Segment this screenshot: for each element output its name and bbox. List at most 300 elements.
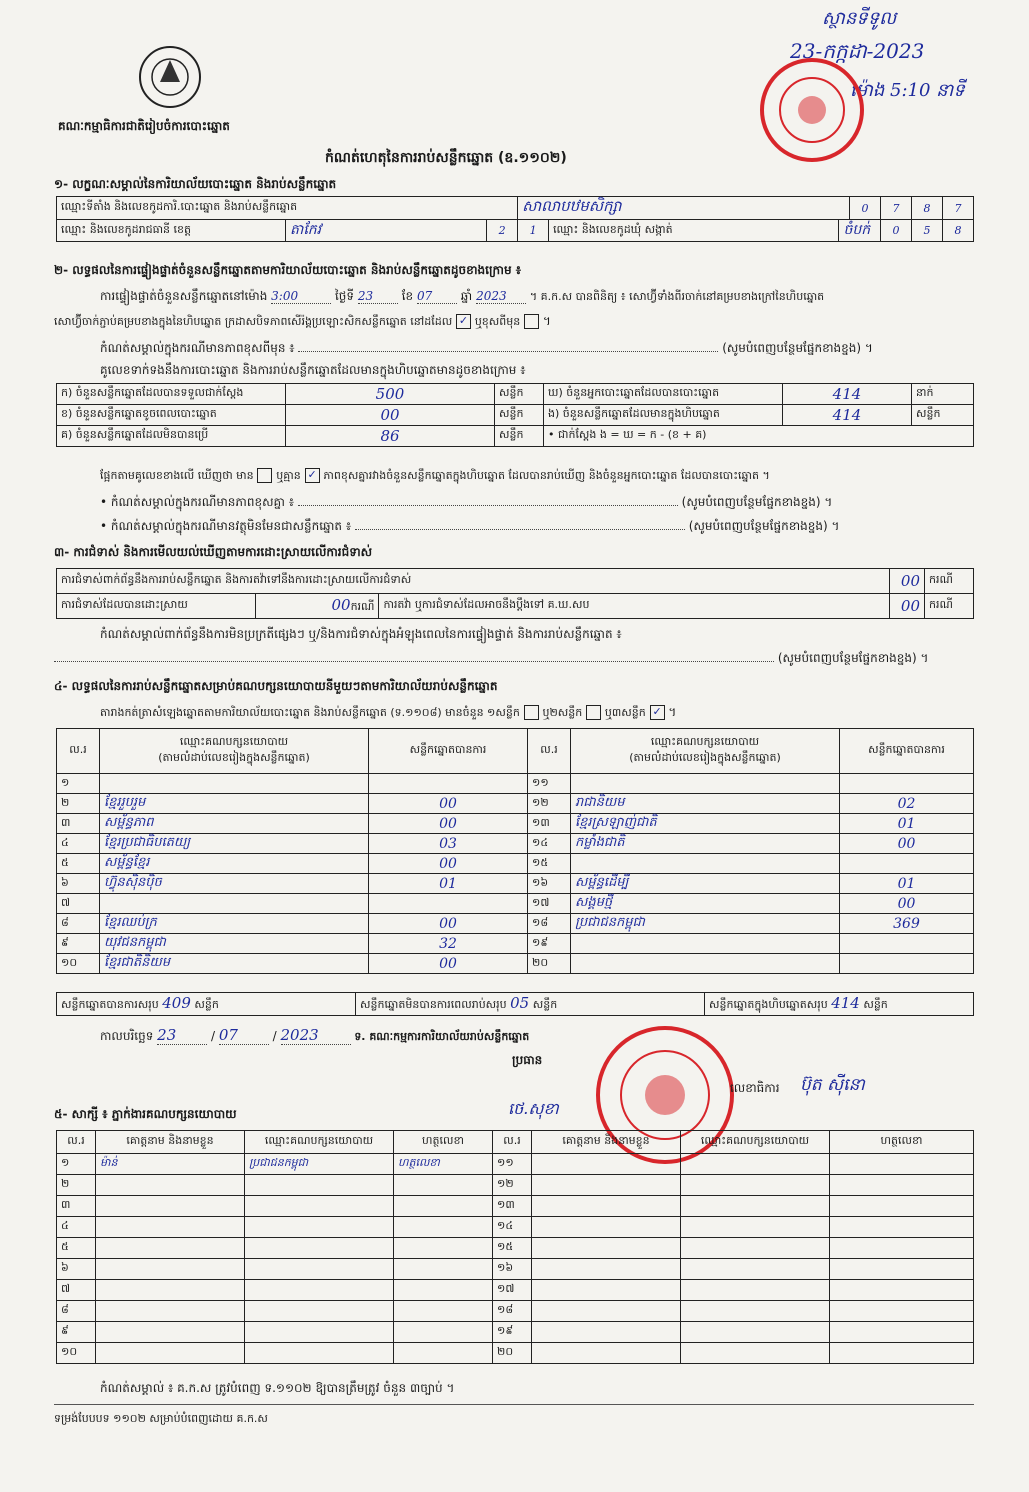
discrepancy-note-field[interactable] xyxy=(298,505,678,506)
result-no: ១៣ xyxy=(528,814,571,834)
valid-total-value: 409 xyxy=(162,994,191,1012)
in-box-label: ង) ចំនួនសន្លឹកឆ្នោតដែលមានក្នុងហិបឆ្នោត xyxy=(544,405,783,426)
witness-signature[interactable] xyxy=(830,1259,974,1280)
witness-no: ១ xyxy=(57,1154,96,1175)
witness-row xyxy=(57,1154,974,1175)
witness-signature[interactable]: ហត្ថលេខា xyxy=(394,1154,493,1175)
witness-party xyxy=(681,1238,830,1259)
witness-party xyxy=(245,1322,394,1343)
date-day: 23 xyxy=(157,1026,207,1045)
result-votes xyxy=(369,774,528,794)
valid-total-label xyxy=(57,993,356,1016)
witness-party xyxy=(245,1343,394,1364)
col-party xyxy=(100,729,369,774)
witness-no: ១៥ xyxy=(493,1238,532,1259)
witness-row xyxy=(57,1322,974,1343)
w-col-no-2: ល.រ xyxy=(493,1131,532,1154)
discrepancy-note-label: • កំណត់សម្គាល់ក្នុងករណីមានភាពខុសគ្នា ៖ xyxy=(100,495,295,509)
witness-row xyxy=(57,1259,974,1280)
witness-no: ១៧ xyxy=(493,1280,532,1301)
witness-party xyxy=(681,1196,830,1217)
invalid-total-unit: សន្លឹក xyxy=(532,998,558,1011)
result-votes: 00 xyxy=(840,894,974,914)
result-row xyxy=(57,894,974,914)
witness-party xyxy=(245,1238,394,1259)
section-4-heading: ៤- លទ្ធផលនៃការរាប់សន្លឹកឆ្នោតសម្រាប់គណបក្សនយោបាយនីមួយៗតាមការិយាល័យរាប់សន្លឹកឆ្នោត xyxy=(54,679,498,693)
witness-party xyxy=(681,1154,830,1175)
discrepancy-line xyxy=(100,468,980,485)
witness-party xyxy=(681,1280,830,1301)
witness-name xyxy=(96,1217,245,1238)
witness-no: ៥ xyxy=(57,1238,96,1259)
witness-party xyxy=(245,1175,394,1196)
witness-name xyxy=(96,1175,245,1196)
spoiled-unit: សន្លឹក xyxy=(495,405,544,426)
witness-name: ម៉ាន់ xyxy=(96,1154,245,1175)
witness-name xyxy=(96,1280,245,1301)
witness-signature[interactable] xyxy=(830,1217,974,1238)
period-2: ។ xyxy=(668,705,677,719)
witness-note: កំណត់សម្គាល់ ៖ គ.ក.ស ត្រូវបំពេញ ទ.១១០២ ឱ្យបានត្រឹមត្រូវ ចំនួន ៣ច្បាប់ ។ xyxy=(100,1381,455,1395)
result-party: ខ្មែរប្រជាធិបតេយ្យ xyxy=(100,834,369,854)
period: ។ xyxy=(542,314,551,328)
witness-party xyxy=(245,1259,394,1280)
seal-text: សោហ្វ៊ីចាក់ភ្ជាប់គម្របខាងក្នុងនៃហិបឆ្នោត ក្រដាសបិទភាពសើរ៉ង្គប្រឡោះសិកសន្លឹកឆ្នោត នៅដដែល xyxy=(54,315,453,328)
result-votes: 01 xyxy=(840,874,974,894)
witness-row xyxy=(57,1238,974,1259)
emblem-icon xyxy=(132,42,208,112)
witness-name xyxy=(96,1238,245,1259)
two-sheets-checkbox[interactable] xyxy=(586,705,601,720)
result-votes: 369 xyxy=(840,914,974,934)
witness-table xyxy=(56,1130,974,1364)
difference-note-line xyxy=(100,340,980,358)
col-party-title-2: ឈ្មោះគណបក្សនយោបាយ xyxy=(650,735,760,748)
result-party xyxy=(571,934,840,954)
verification-time: 3:00 xyxy=(271,289,331,304)
result-row xyxy=(57,954,974,974)
w-col-sig-2: ហត្ថលេខា xyxy=(830,1131,974,1154)
witness-no: ៤ xyxy=(57,1217,96,1238)
date-label: កាលបរិច្ឆេទ xyxy=(100,1029,154,1043)
changed-label: ឬខុសពីមុន xyxy=(474,315,521,328)
changed-checkbox[interactable] xyxy=(524,314,539,329)
committee-label: ទ. គណៈកម្មការការិយាល័យរាប់សន្លឹកឆ្នោត xyxy=(354,1030,530,1043)
result-no: ៤ xyxy=(57,834,100,854)
witness-signature[interactable] xyxy=(830,1301,974,1322)
witness-row xyxy=(57,1280,974,1301)
commune-code-3: 8 xyxy=(943,220,974,242)
col-party-title: ឈ្មោះគណបក្សនយោបាយ xyxy=(179,735,289,748)
has-discrepancy-checkbox[interactable] xyxy=(257,468,272,483)
witness-party xyxy=(681,1301,830,1322)
valid-total-unit: សន្លឹក xyxy=(194,998,219,1011)
resolved-number: 00 xyxy=(331,596,351,614)
difference-note-label: កំណត់សម្គាល់ក្នុងករណីមានភាពខុសពីមុន ៖ xyxy=(100,341,295,355)
result-no: ៦ xyxy=(57,874,100,894)
no-discrepancy-checkbox[interactable]: ✓ xyxy=(305,468,320,483)
col-no-2: ល.រ xyxy=(528,729,571,774)
year-label: ឆ្នាំ xyxy=(460,289,473,303)
witness-signature[interactable] xyxy=(830,1154,974,1175)
appeal-label: ការតវ៉ា ឬការជំទាស់ដែលអាចនឹងប្តឹងទៅ គ.ឃ.សប xyxy=(379,594,890,619)
back-note-2: (សូមបំពេញបន្ថែមផ្នែកខាងខ្នង) ។ xyxy=(681,495,833,509)
result-votes: 02 xyxy=(840,794,974,814)
verification-day: 23 xyxy=(358,289,398,304)
section-2-heading: ២- លទ្ធផលនៃការផ្ទៀងផ្ទាត់ចំនួនសន្លឹកឆ្នោតតាមការិយាល័យបោះឆ្នោត និងរាប់សន្លឹកឆ្នោតដូចខាងក្រោម ៖ xyxy=(54,263,522,277)
received-value: 500 xyxy=(286,384,495,405)
result-row xyxy=(57,934,974,954)
commune-label: ឈ្មោះ និងលេខកូដឃុំ សង្កាត់ xyxy=(549,220,839,242)
witness-name xyxy=(96,1343,245,1364)
witness-name xyxy=(532,1238,681,1259)
result-votes: 01 xyxy=(840,814,974,834)
result-party: សម្ព័ន្ធខ្មែរ xyxy=(100,854,369,874)
three-sheets-label: ឬ៣សន្លឹក xyxy=(604,706,646,719)
complaints-label: ការជំទាស់ពាក់ព័ន្ធនឹងការរាប់សន្លឹកឆ្នោត និងការតវ៉ាទៅនឹងការដោះស្រាយលើការជំទាស់ xyxy=(57,569,890,594)
result-votes: 00 xyxy=(840,834,974,854)
irregularity-line[interactable] xyxy=(54,661,774,662)
witness-name xyxy=(96,1301,245,1322)
received-unit: សន្លឹក xyxy=(495,384,544,405)
witness-party xyxy=(245,1196,394,1217)
result-party: ខ្មែរស្រឡាញ់ជាតិ xyxy=(571,814,840,834)
secretary-label: លេខាធិការ xyxy=(730,1081,780,1095)
station-label: ឈ្មោះទីតាំង និងលេខកូដការិ.បោះឆ្នោត និងរាប់សន្លឹកឆ្នោត xyxy=(57,197,518,220)
same-checkbox[interactable]: ✓ xyxy=(456,314,471,329)
complaints-value: 00 xyxy=(890,569,925,594)
two-sheets-label: ឬ២សន្លឹក xyxy=(542,706,583,719)
witness-signature[interactable] xyxy=(394,1259,493,1280)
footer-rule xyxy=(54,1404,974,1405)
station-info-table xyxy=(56,196,974,242)
back-note-4: (សូមបំពេញបន្ថែមផ្នែកខាងខ្នង) ។ xyxy=(777,651,929,665)
col-no: ល.រ xyxy=(57,729,100,774)
witness-party: ប្រជាជនកម្ពុជា xyxy=(245,1154,394,1175)
result-no: ៧ xyxy=(57,894,100,914)
witness-signature[interactable] xyxy=(394,1280,493,1301)
result-party: ហ៊្វុនស៊ិនប៉ិច xyxy=(100,874,369,894)
verification-line-2 xyxy=(54,313,974,331)
spoiled-value: 00 xyxy=(286,405,495,426)
witness-party xyxy=(245,1301,394,1322)
witness-row xyxy=(57,1217,974,1238)
verification-year: 2023 xyxy=(476,289,526,304)
box-total-unit: សន្លឹក xyxy=(863,998,888,1011)
result-row xyxy=(57,794,974,814)
result-party xyxy=(571,774,840,794)
resolved-value xyxy=(256,594,379,619)
result-no: ១១ xyxy=(528,774,571,794)
witness-no: ១១ xyxy=(493,1154,532,1175)
result-party xyxy=(571,854,840,874)
sheets-line xyxy=(100,704,980,722)
witness-signature[interactable] xyxy=(394,1217,493,1238)
section-5-heading: ៥- សាក្សី ៖ ភ្នាក់ងារគណបក្សនយោបាយ xyxy=(54,1107,237,1121)
province-code-2: 1 xyxy=(518,220,549,242)
org-name: គណៈកម្មាធិការជាតិរៀបចំការបោះឆ្នោត xyxy=(58,119,230,133)
witness-name xyxy=(96,1322,245,1343)
chair-signature: ថេ.សុខា xyxy=(508,1099,559,1118)
witness-name xyxy=(532,1259,681,1280)
witness-no: ៦ xyxy=(57,1259,96,1280)
witness-signature[interactable] xyxy=(830,1322,974,1343)
footer-text: ទម្រង់បែបបទ ១១០២ សម្រាប់បំពេញដោយ គ.ក.ស xyxy=(54,1412,268,1425)
verification-line-1 xyxy=(100,288,980,306)
foreign-object-note xyxy=(100,518,980,536)
witness-party xyxy=(245,1217,394,1238)
commune-code-2: 5 xyxy=(912,220,943,242)
result-party xyxy=(571,954,840,974)
page-title: កំណត់ហេតុនៃការរាប់សន្លឹកឆ្នោត (ឧ.១១០២) xyxy=(325,150,567,166)
discrepancy-label: ផ្អែកតាមគូលេខខាងលើ ឃើញថា មាន xyxy=(100,469,254,482)
commune-name: ចំបក់ xyxy=(839,220,881,242)
witness-name xyxy=(532,1154,681,1175)
resolved-label: ការជំទាស់ដែលបានដោះស្រាយ xyxy=(57,594,256,619)
appeal-value: 00 xyxy=(890,594,925,619)
witness-no: ១៤ xyxy=(493,1217,532,1238)
result-party: ខ្មែររួបរួម xyxy=(100,794,369,814)
numbers-table xyxy=(56,383,974,447)
result-no: ១៧ xyxy=(528,894,571,914)
result-row xyxy=(57,774,974,794)
three-sheets-checkbox[interactable]: ✓ xyxy=(650,705,665,720)
result-no: ៣ xyxy=(57,814,100,834)
result-party xyxy=(100,774,369,794)
result-votes: 00 xyxy=(369,854,528,874)
witness-signature[interactable] xyxy=(394,1322,493,1343)
unused-unit: សន្លឹក xyxy=(495,426,544,447)
w-col-party-2: ឈ្មោះគណបក្សនយោបាយ xyxy=(681,1131,830,1154)
result-votes: 00 xyxy=(369,914,528,934)
back-note-3: (សូមបំពេញបន្ថែមផ្នែកខាងខ្នង) ។ xyxy=(688,519,840,533)
result-row xyxy=(57,814,974,834)
date-month: 07 xyxy=(219,1026,269,1045)
witness-no: ១៣ xyxy=(493,1196,532,1217)
result-party: យុវជនកម្ពុជា xyxy=(100,934,369,954)
witness-row xyxy=(57,1343,974,1364)
witness-no: ២ xyxy=(57,1175,96,1196)
results-totals xyxy=(56,992,974,1016)
witness-signature[interactable] xyxy=(830,1343,974,1364)
verification-month: 07 xyxy=(417,289,457,304)
col-votes: សន្លឹកឆ្នោតបានការ xyxy=(369,729,528,774)
section-1-heading: ១- លក្ខណៈសម្គាល់នៃការិយាល័យបោះឆ្នោត និងរាប់សន្លឹកឆ្នោត xyxy=(54,177,337,191)
section-3-heading: ៣- ការជំទាស់ និងការមើលយល់ឃើញតាមការដោះស្រាយលើការជំទាស់ xyxy=(54,545,373,559)
witness-name xyxy=(532,1217,681,1238)
difference-note-field[interactable] xyxy=(298,351,718,352)
witness-signature[interactable] xyxy=(830,1238,974,1259)
date-line: កាលបរិច្ឆេទ 23 / 07 / 2023 ទ. គណៈកម្មការការិយាល័យរាប់សន្លឹកឆ្នោត xyxy=(100,1026,530,1044)
sheets-label: តារាងកត់ត្រាសំឡេងឆ្នោតតាមការិយាល័យបោះឆ្នោត និងរាប់សន្លឹកឆ្នោត (ទ.១១០៨) មានចំនួន ១សន្លឹក xyxy=(100,706,520,719)
result-votes xyxy=(369,894,528,914)
result-party: សម្ព័ន្ធភាព xyxy=(100,814,369,834)
result-no: ១៦ xyxy=(528,874,571,894)
witness-name xyxy=(532,1196,681,1217)
result-no: ១៨ xyxy=(528,914,571,934)
col-party-sub-2: (តាមលំដាប់លេខរៀងក្នុងសន្លឹកឆ្នោត) xyxy=(629,751,781,764)
witness-no: ៧ xyxy=(57,1280,96,1301)
witness-no: ១៩ xyxy=(493,1322,532,1343)
no-discrepancy-label: ឬគ្មាន xyxy=(276,469,301,482)
witness-no: ១៨ xyxy=(493,1301,532,1322)
witness-name xyxy=(532,1343,681,1364)
complaints-table xyxy=(56,568,974,619)
result-no: ១៥ xyxy=(528,854,571,874)
station-name: សាលាបឋមសិក្សា xyxy=(518,197,850,220)
w-col-name: គោត្តនាម និងនាមខ្លួន xyxy=(96,1131,245,1154)
province-code-1: 2 xyxy=(487,220,518,242)
witness-no: ១៦ xyxy=(493,1259,532,1280)
witness-name xyxy=(532,1322,681,1343)
result-party xyxy=(100,894,369,914)
voters-unit: នាក់ xyxy=(912,384,974,405)
valid-total-text: សន្លឹកឆ្នោតបានការសរុប xyxy=(61,998,159,1011)
witness-signature[interactable] xyxy=(830,1280,974,1301)
witness-party xyxy=(681,1259,830,1280)
result-party: ប្រជាជនកម្ពុជា xyxy=(571,914,840,934)
irregularity-field[interactable] xyxy=(54,650,974,668)
spoiled-label: ខ) ចំនួនសន្លឹកឆ្នោតខូចពេលបោះឆ្នោត xyxy=(57,405,286,426)
in-box-unit: សន្លឹក xyxy=(912,405,974,426)
result-no: ២ xyxy=(57,794,100,814)
witness-name xyxy=(96,1259,245,1280)
col-votes-2: សន្លឹកឆ្នោតបានការ xyxy=(840,729,974,774)
discrepancy-note xyxy=(100,494,980,512)
result-row xyxy=(57,914,974,934)
result-votes: 03 xyxy=(369,834,528,854)
result-no: ១០ xyxy=(57,954,100,974)
result-party: ខ្មែរជាតិនិយម xyxy=(100,954,369,974)
date-year: 2023 xyxy=(281,1026,351,1045)
invalid-total-label xyxy=(356,993,705,1016)
result-votes xyxy=(840,854,974,874)
result-votes xyxy=(840,954,974,974)
numbers-intro: គូលេខទាក់ទងនឹងការបោះឆ្នោត និងការរាប់សន្លឹកឆ្នោតដែលមានក្នុងហិបឆ្នោតមានដូចខាងក្រោម ៖ xyxy=(100,363,526,377)
witness-signature[interactable] xyxy=(394,1343,493,1364)
province-label: ឈ្មោះ និងលេខកូដរាជធានី ខេត្ត xyxy=(57,220,286,242)
witness-name xyxy=(532,1301,681,1322)
irregularity-note: កំណត់សម្គាល់ពាក់ព័ន្ធនឹងការមិនប្រក្រតីផ្សេងៗ ឬ/និងការជំទាស់ក្នុងអំឡុងពេលនៃការផ្ទៀងផ្ទាត់ និងការរាប់សន្លឹកឆ្នោត ៖ xyxy=(100,627,622,641)
voters-label: ឃ) ចំនួនអ្នកបោះឆ្នោតដែលបានបោះឆ្នោត xyxy=(544,384,783,405)
witness-no: ១២ xyxy=(493,1175,532,1196)
voters-value: 414 xyxy=(783,384,912,405)
complaints-unit: ករណី xyxy=(925,569,974,594)
verification-text: ការផ្ទៀងផ្ទាត់ចំនួនសន្លឹកឆ្នោតនៅម៉ោង xyxy=(100,289,268,303)
witness-name xyxy=(96,1196,245,1217)
witness-no: ៩ xyxy=(57,1322,96,1343)
official-stamp-top xyxy=(760,58,864,162)
witness-row xyxy=(57,1175,974,1196)
day-label: ថ្ងៃទី xyxy=(335,289,355,303)
witness-party xyxy=(681,1175,830,1196)
w-col-no: ល.រ xyxy=(57,1131,96,1154)
received-note-3: ម៉ោង 5:10 នាទី xyxy=(850,80,965,101)
result-no: ៥ xyxy=(57,854,100,874)
appeal-unit: ករណី xyxy=(925,594,974,619)
foreign-object-field[interactable] xyxy=(355,529,685,530)
witness-no: ២០ xyxy=(493,1343,532,1364)
station-code-1: 0 xyxy=(850,197,881,220)
witness-signature[interactable] xyxy=(830,1175,974,1196)
result-no: ១៤ xyxy=(528,834,571,854)
received-label: ក) ចំនួនសន្លឹកឆ្នោតដែលបានទទួលជាក់ស្តែង xyxy=(57,384,286,405)
witness-name xyxy=(532,1175,681,1196)
witness-no: ១០ xyxy=(57,1343,96,1364)
station-code-2: 7 xyxy=(881,197,912,220)
back-note: (សូមបំពេញបន្ថែមផ្នែកខាងខ្នង) ។ xyxy=(722,341,873,355)
station-code-4: 7 xyxy=(943,197,974,220)
witness-party xyxy=(681,1322,830,1343)
result-votes: 32 xyxy=(369,934,528,954)
chair-label: ប្រធាន xyxy=(512,1053,543,1067)
witness-party xyxy=(681,1217,830,1238)
received-note-2: 23-កក្កដា-2023 xyxy=(790,39,925,63)
result-votes: 01 xyxy=(369,874,528,894)
result-party: រាជានិយម xyxy=(571,794,840,814)
result-votes: 00 xyxy=(369,794,528,814)
result-party: សង្គមថ្មី xyxy=(571,894,840,914)
commune-code-1: 0 xyxy=(881,220,912,242)
unused-value: 86 xyxy=(286,426,495,447)
province-name: តាកែវ xyxy=(286,220,487,242)
box-total-value: 414 xyxy=(831,994,860,1012)
result-no: ១២ xyxy=(528,794,571,814)
box-total-label xyxy=(705,993,974,1016)
result-no: ១៩ xyxy=(528,934,571,954)
result-no: ២០ xyxy=(528,954,571,974)
secretary-name: ប៊ុត ស៊ីនោ xyxy=(800,1075,865,1095)
witness-signature[interactable] xyxy=(830,1196,974,1217)
witness-signature[interactable] xyxy=(394,1238,493,1259)
result-row xyxy=(57,854,974,874)
w-col-party: ឈ្មោះគណបក្សនយោបាយ xyxy=(245,1131,394,1154)
witness-signature[interactable] xyxy=(394,1196,493,1217)
invalid-total-text: សន្លឹកឆ្នោតមិនបានការពេលរាប់សរុប xyxy=(360,998,507,1011)
box-total-text: សន្លឹកឆ្នោតក្នុងហិបឆ្នោតសរុប xyxy=(709,998,828,1011)
witness-party xyxy=(681,1343,830,1364)
witness-signature[interactable] xyxy=(394,1301,493,1322)
result-no: ៨ xyxy=(57,914,100,934)
result-party: កម្លាំងជាតិ xyxy=(571,834,840,854)
witness-name xyxy=(532,1280,681,1301)
one-sheet-checkbox[interactable] xyxy=(524,705,539,720)
resolved-unit: ករណី xyxy=(350,600,375,613)
result-party: សម្ព័ន្ធដើម្បី xyxy=(571,874,840,894)
result-row xyxy=(57,874,974,894)
witness-row xyxy=(57,1196,974,1217)
received-note-1: ស្ថានទីទូល xyxy=(822,8,897,29)
result-no: ៩ xyxy=(57,934,100,954)
result-party: ខ្មែរឈប់ក្រ xyxy=(100,914,369,934)
unused-label: គ) ចំនួនសន្លឹកឆ្នោតដែលមិនបានប្រើ xyxy=(57,426,286,447)
w-col-name-2: គោត្តនាម និងនាមខ្លួន xyxy=(532,1131,681,1154)
w-col-sig: ហត្ថលេខា xyxy=(394,1131,493,1154)
result-row xyxy=(57,834,974,854)
witness-signature[interactable] xyxy=(394,1175,493,1196)
station-code-3: 8 xyxy=(912,197,943,220)
formula: • ជាក់ស្តែង ង = ឃ = ក - (ខ + គ) xyxy=(544,426,974,447)
results-table xyxy=(56,728,974,974)
witness-no: ៣ xyxy=(57,1196,96,1217)
result-no: ១ xyxy=(57,774,100,794)
invalid-total-value: 05 xyxy=(510,994,530,1012)
witness-party xyxy=(245,1280,394,1301)
col-party-2 xyxy=(571,729,840,774)
month-label: ខែ xyxy=(401,289,414,303)
in-box-value: 414 xyxy=(783,405,912,426)
result-votes: 00 xyxy=(369,814,528,834)
